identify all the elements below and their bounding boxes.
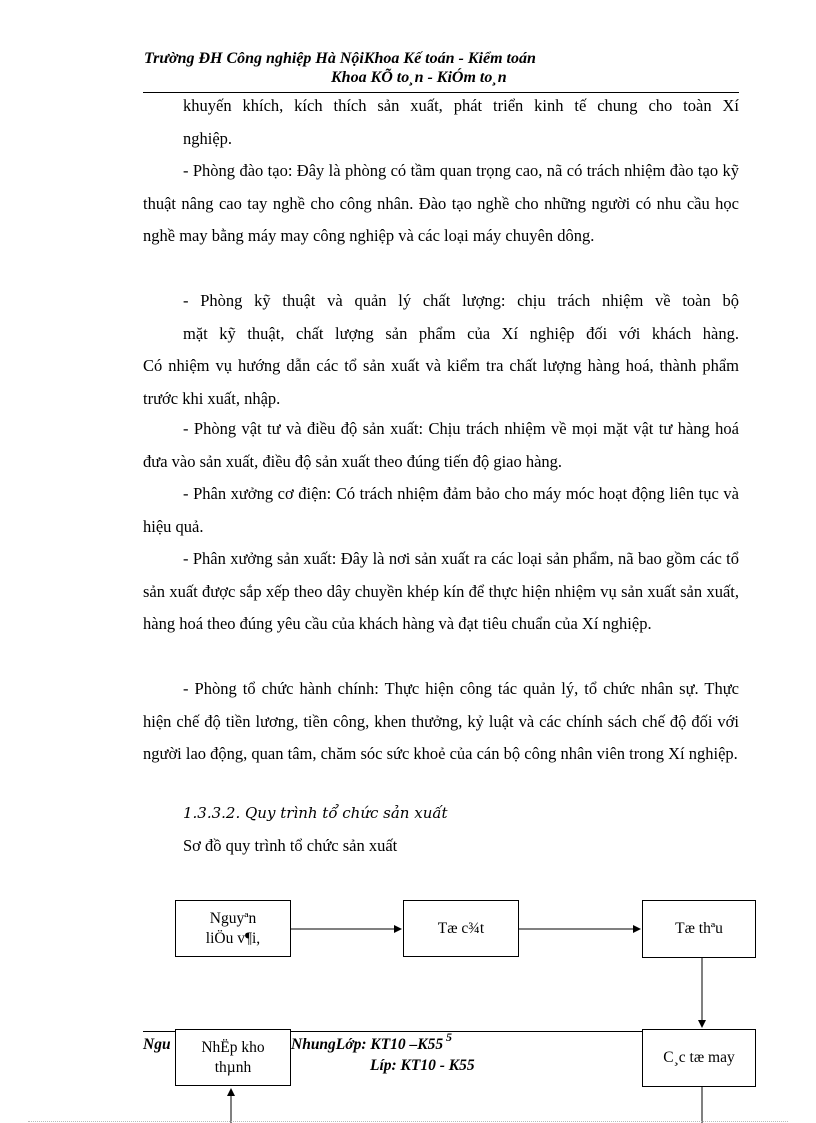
box-raw-materials-line2: liÖu v¶i, — [205, 929, 261, 947]
paragraph-training-dept: - Phòng đào tạo: Đây là phòng có tầm quan trọng cao, nã có trách nhiệm đào tạo kỹ thuật nâng cao tay nghề cho công nhân. Đào tạo nghề cho những người có nhu cầu học nghề may bằng máy may công nghiệp và các loại máy chuyên dông. — [143, 161, 739, 245]
paragraph-production-workshop: - Phân xưởng sản xuất: Đây là nơi sản xuất ra các loại sản phẩm, nã bao gồm các tổ sản xuất được sắp xếp theo dây chuyền khép kín để thực hiện nhiệm vụ sản xuất sản xuất, hàng hoá theo đúng yêu cầu của khách hàng và đạt tiêu chuẩn của Xí nghiệp. — [143, 549, 739, 633]
footer-class-line: NhungLớp: KT10 –K55 — [291, 1036, 444, 1053]
paragraph-admin-dept: - Phòng tổ chức hành chính: Thực hiện công tác quản lý, tổ chức nhân sự. Thực hiện chế độ tiền lương, tiền công, khen thưởng, kỷ luật và các chính sách chế độ đối với người lao động, quan tâm, chăm sóc sức khoẻ của cán bộ công nhân viên trong Xí nghiệp. — [143, 679, 739, 763]
paragraph-1b: nghiệp. — [183, 129, 233, 148]
box-cutting-team-label: Tæ c¾t — [437, 919, 485, 937]
box-sewing-teams-label: C¸c tæ may — [663, 1049, 735, 1066]
box-warehouse-line1: NhËp kho — [201, 1038, 265, 1056]
box-raw-materials — [175, 900, 291, 957]
box-raw-materials-line1: Nguyªn — [209, 909, 257, 927]
paragraph-1a: khuyến khích, kích thích sản xuất, phát triển kinh tế chung cho toàn Xí — [183, 96, 739, 115]
paragraph-technical-dept-a: - Phòng kỹ thuật và quản lý chất lượng: chịu trách nhiệm về toàn bộ — [183, 291, 739, 310]
page-edge-dotted — [28, 1121, 788, 1122]
paragraph-materials-dept: - Phòng vật tư và điều độ sản xuất: Chịu trách nhiệm về mọi mặt vật tư hàng hoá đưa vào sản xuất, điều độ sản xuất theo đúng tiến độ giao hàng. — [143, 419, 739, 471]
section-heading: 1.3.3.2. Quy trình tổ chức sản xuất — [183, 804, 448, 822]
paragraph-technical-dept-c: Có nhiệm vụ hướng dẫn các tổ sản xuất và kiểm tra chất lượng hàng hoá, thành phẩm trước khi xuất, nhập. — [143, 356, 739, 408]
header-line-1: Trường ĐH Công nghiệp Hà NộiKhoa Kế toán - Kiểm toán — [144, 50, 536, 67]
footer-page-number: 5 — [446, 1030, 452, 1044]
footer-class-line-2: Líp: KT10 - K55 — [370, 1057, 475, 1074]
box-embroidery-team-label: Tæ thªu — [675, 920, 723, 937]
paragraph-mechanical-workshop: - Phân xưởng cơ điện: Có trách nhiệm đảm bảo cho máy móc hoạt động liên tục và hiệu quả. — [143, 484, 739, 536]
box-embroidery-team — [642, 900, 756, 958]
diagram-title: Sơ đồ quy trình tổ chức sản xuất — [183, 836, 398, 855]
paragraph-technical-dept-b: mặt kỹ thuật, chất lượng sản phẩm của Xí nghiệp đối với khách hàng. — [183, 324, 739, 343]
box-finished-goods-warehouse — [175, 1029, 291, 1086]
box-warehouse-line2: thµnh — [214, 1058, 252, 1076]
footer-author-fragment: Ngu — [143, 1036, 171, 1053]
box-cutting-team — [403, 900, 519, 957]
header-line-2: Khoa KÕ to¸n - KiÓm to¸n — [331, 69, 507, 86]
box-sewing-teams — [642, 1029, 756, 1087]
